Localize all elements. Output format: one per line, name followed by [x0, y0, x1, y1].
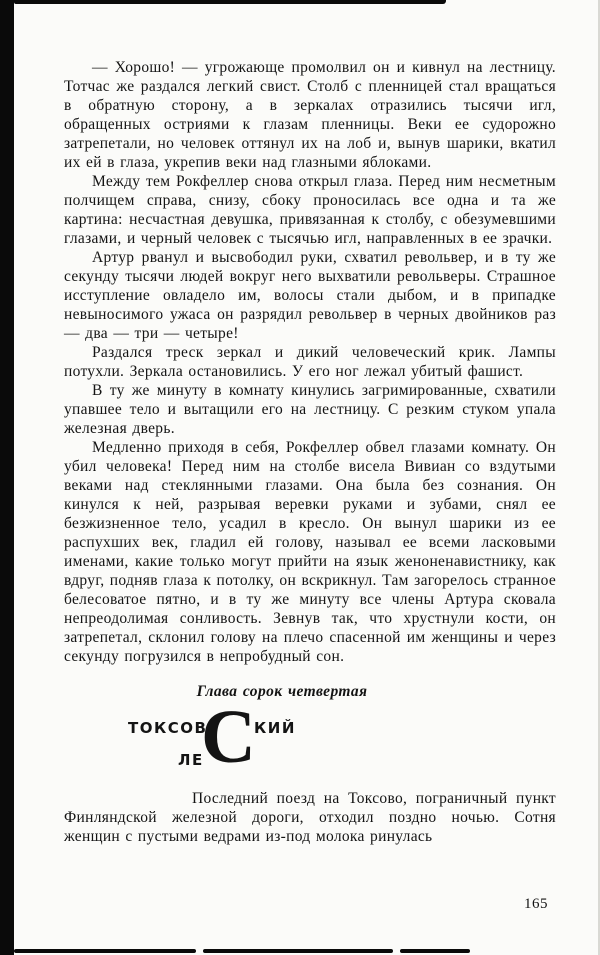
scan-dash — [14, 949, 196, 953]
paragraph-3: Артур рванул и высвободил руки, схватил револьвер, и в ту же секунду тысячи людей вокруг него выхватили револьверы. Страшное исступление овладело им, волосы стали дыбом, и в припадке невыносимого ужаса он разрядил револьвер в черных двойников раз — два — три — четыре! — [64, 249, 556, 342]
page-number: 165 — [524, 896, 548, 912]
scan-dash — [400, 949, 470, 953]
chapter-heading: Глава сорок четвертая — [196, 683, 368, 700]
paragraph-5: В ту же минуту в комнату кинулись загримированные, схватили упавшее тело и вытащили его на лестницу. С резким стуком упала железная дверь. — [64, 382, 556, 437]
scan-edge-bottom — [14, 949, 470, 953]
title-word-le: ЛЕ — [178, 751, 204, 769]
scan-edge-left — [0, 0, 14, 955]
title-word-kiy: КИЙ — [254, 719, 296, 737]
paragraph-1: — Хорошо! — угрожающе промолвил он и кивнул на лестницу. Тотчас же раздался легкий свист. Столб с пленницей стал вращаться в обратную сторону, а в зеркалах отразились тысячи игл, обращенных остриями к глазам пленницы. Веки ее судорожно затрепетали, но человек оттянул их на лоб и, вынув шарики, вкатил их ей в глаза, укрепив веки над глазными яблоками. — [64, 59, 556, 171]
paragraph-2: Между тем Рокфеллер снова открыл глаза. Перед ним несметным полчищем справа, снизу, сбоку проносилась все одна и та же картина: несчастная девушка, привязанная к столбу, с обезумевшими глазами, и черный человек с тысячью игл, направленных в ее зрачки. — [64, 173, 556, 247]
chapter-title-art — [64, 695, 556, 779]
scan-edge-top — [14, 0, 446, 4]
opening-paragraph: Последний поезд на Токсово, пограничный пункт Финляндской железной дороги, отходил поздно ночью. Сотня женщин с пустыми ведрами из-под молока ринулась — [64, 790, 556, 845]
title-word-toksov: ТОКСОВ — [128, 719, 208, 737]
paragraph-4: Раздался треск зеркал и дикий человеческий крик. Лампы потухли. Зеркала остановились. У его ног лежал убитый фашист. — [64, 344, 556, 380]
paragraph-6: Медленно приходя в себя, Рокфеллер обвел глазами комнату. Он убил человека! Перед ним на столбе висела Вивиан со вздутыми веками над стеклянными глазами. Она была без сознания. Он кинулся к ней, разрывая веревки руками и зубами, снял ее безжизненное тело, усадил в кресло. Он вынул шарики из ее распухших век, гладил ей голову, называл ее всеми ласковыми именами, какие только могут прийти на язык женоненавистнику, как вдруг, подняв глаза к потолку, он вскрикнул. Там загорелось странное белесоватое пятно, и в ту же минуту все члены Артура сковала непреодолимая сонливость. Зевнув так, что хрустнули кости, он затрепетал, склонил голову на плечо спасенной им женщины и через секунду погрузился в непробудный сон. — [64, 439, 556, 665]
text-column — [64, 58, 556, 846]
title-big-letter-s: С — [201, 695, 256, 779]
scan-dash — [203, 949, 393, 953]
